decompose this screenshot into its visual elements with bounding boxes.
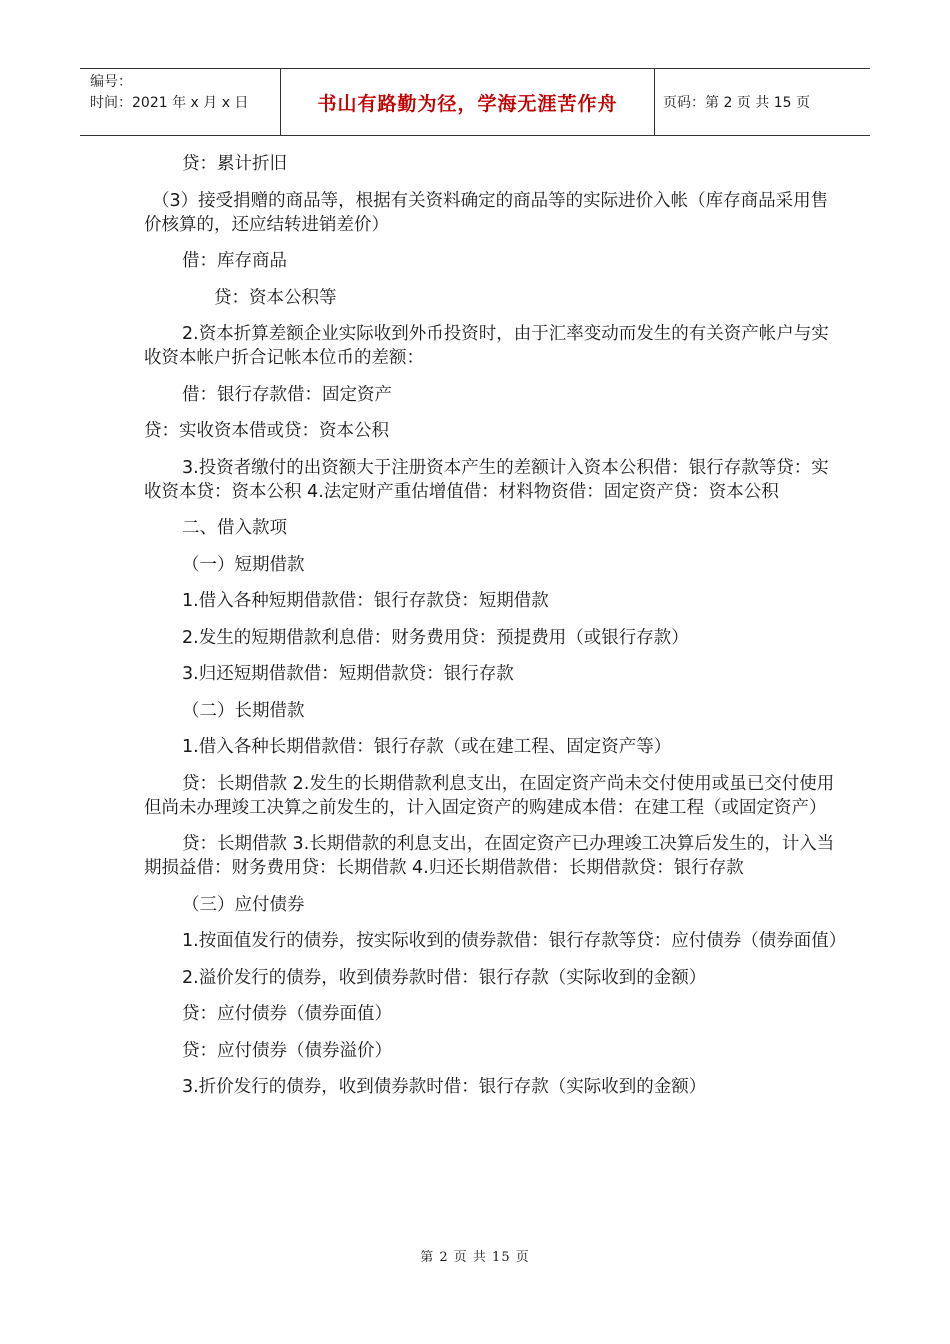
paragraph: 2.发生的短期借款利息借：财务费用贷：预提费用（或银行存款） xyxy=(182,627,689,648)
paragraph: 3.归还短期借款借：短期借款贷：银行存款 xyxy=(182,664,514,684)
subsection-heading: （三）应付债券 xyxy=(182,894,305,915)
paragraph: 借：银行存款借：固定资产 xyxy=(182,384,392,405)
paragraph: 贷：累计折旧 xyxy=(182,154,287,174)
section-heading: 二、借入款项 xyxy=(182,518,287,538)
page-footer: 第 2 页 共 15 页 xyxy=(420,1250,530,1265)
paragraph: 贷：实收资本借或贷：资本公积 xyxy=(144,421,389,441)
subsection-heading: （一）短期借款 xyxy=(182,554,305,575)
paragraph: （3）接受捐赠的商品等，根据有关资料确定的商品等的实际进价入帐（库存商品采用售价核算的，还应结转进销差价） xyxy=(144,190,829,235)
document-number: 编号： xyxy=(90,74,132,90)
paragraph: 贷：应付债券（债券溢价） xyxy=(182,1040,392,1061)
paragraph: 3.投资者缴付的出资额大于注册资本产生的差额计入资本公积借：银行存款等贷：实收资本贷：资本公积 4.法定财产重估增值借：材料物资借：固定资产贷：资本公积 xyxy=(144,457,829,502)
document-date: 时间：2021 年 x 月 x 日 xyxy=(90,95,249,111)
paragraph: 借：库存商品 xyxy=(182,251,287,271)
document-body xyxy=(144,152,847,1112)
paragraph: 贷：应付债券（债券面值） xyxy=(182,1004,392,1024)
paragraph: 2.资本折算差额企业实际收到外币投资时，由于汇率变动而发生的有关资产帐户与实收资本帐户折合记帐本位币的差额： xyxy=(144,324,829,368)
paragraph: 1.借入各种长期借款借：银行存款（或在建工程、固定资产等） xyxy=(182,737,672,757)
subsection-heading: （二）长期借款 xyxy=(182,700,305,721)
paragraph: 2.溢价发行的债券，收到债券款时借：银行存款（实际收到的金额） xyxy=(182,967,707,988)
header-page-info: 页码：第 2 页 共 15 页 xyxy=(663,95,810,111)
paragraph: 1.借入各种短期借款借：银行存款贷：短期借款 xyxy=(182,591,549,611)
paragraph: 1.按面值发行的债券，按实际收到的债券款借：银行存款等贷：应付债券（债券面值） xyxy=(182,931,847,951)
header-meta xyxy=(80,69,281,135)
paragraph: 3.折价发行的债券，收到债券款时借：银行存款（实际收到的金额） xyxy=(182,1077,707,1097)
page-header xyxy=(80,68,870,136)
paragraph: 贷：长期借款 2.发生的长期借款利息支出，在固定资产尚未交付使用或虽已交付使用但尚未办理竣工决算之前发生的，计入固定资产的购建成本借：在建工程（或固定资产） xyxy=(144,773,835,818)
paragraph: 贷：长期借款 3.长期借款的利息支出，在固定资产已办理竣工决算后发生的，计入当期损益借：财务费用贷：长期借款 4.归还长期借款借：长期借款贷：银行存款 xyxy=(144,834,835,878)
header-motto: 书山有路勤为径，学海无涯苦作舟 xyxy=(281,69,655,135)
paragraph: 贷：资本公积等 xyxy=(214,287,337,308)
